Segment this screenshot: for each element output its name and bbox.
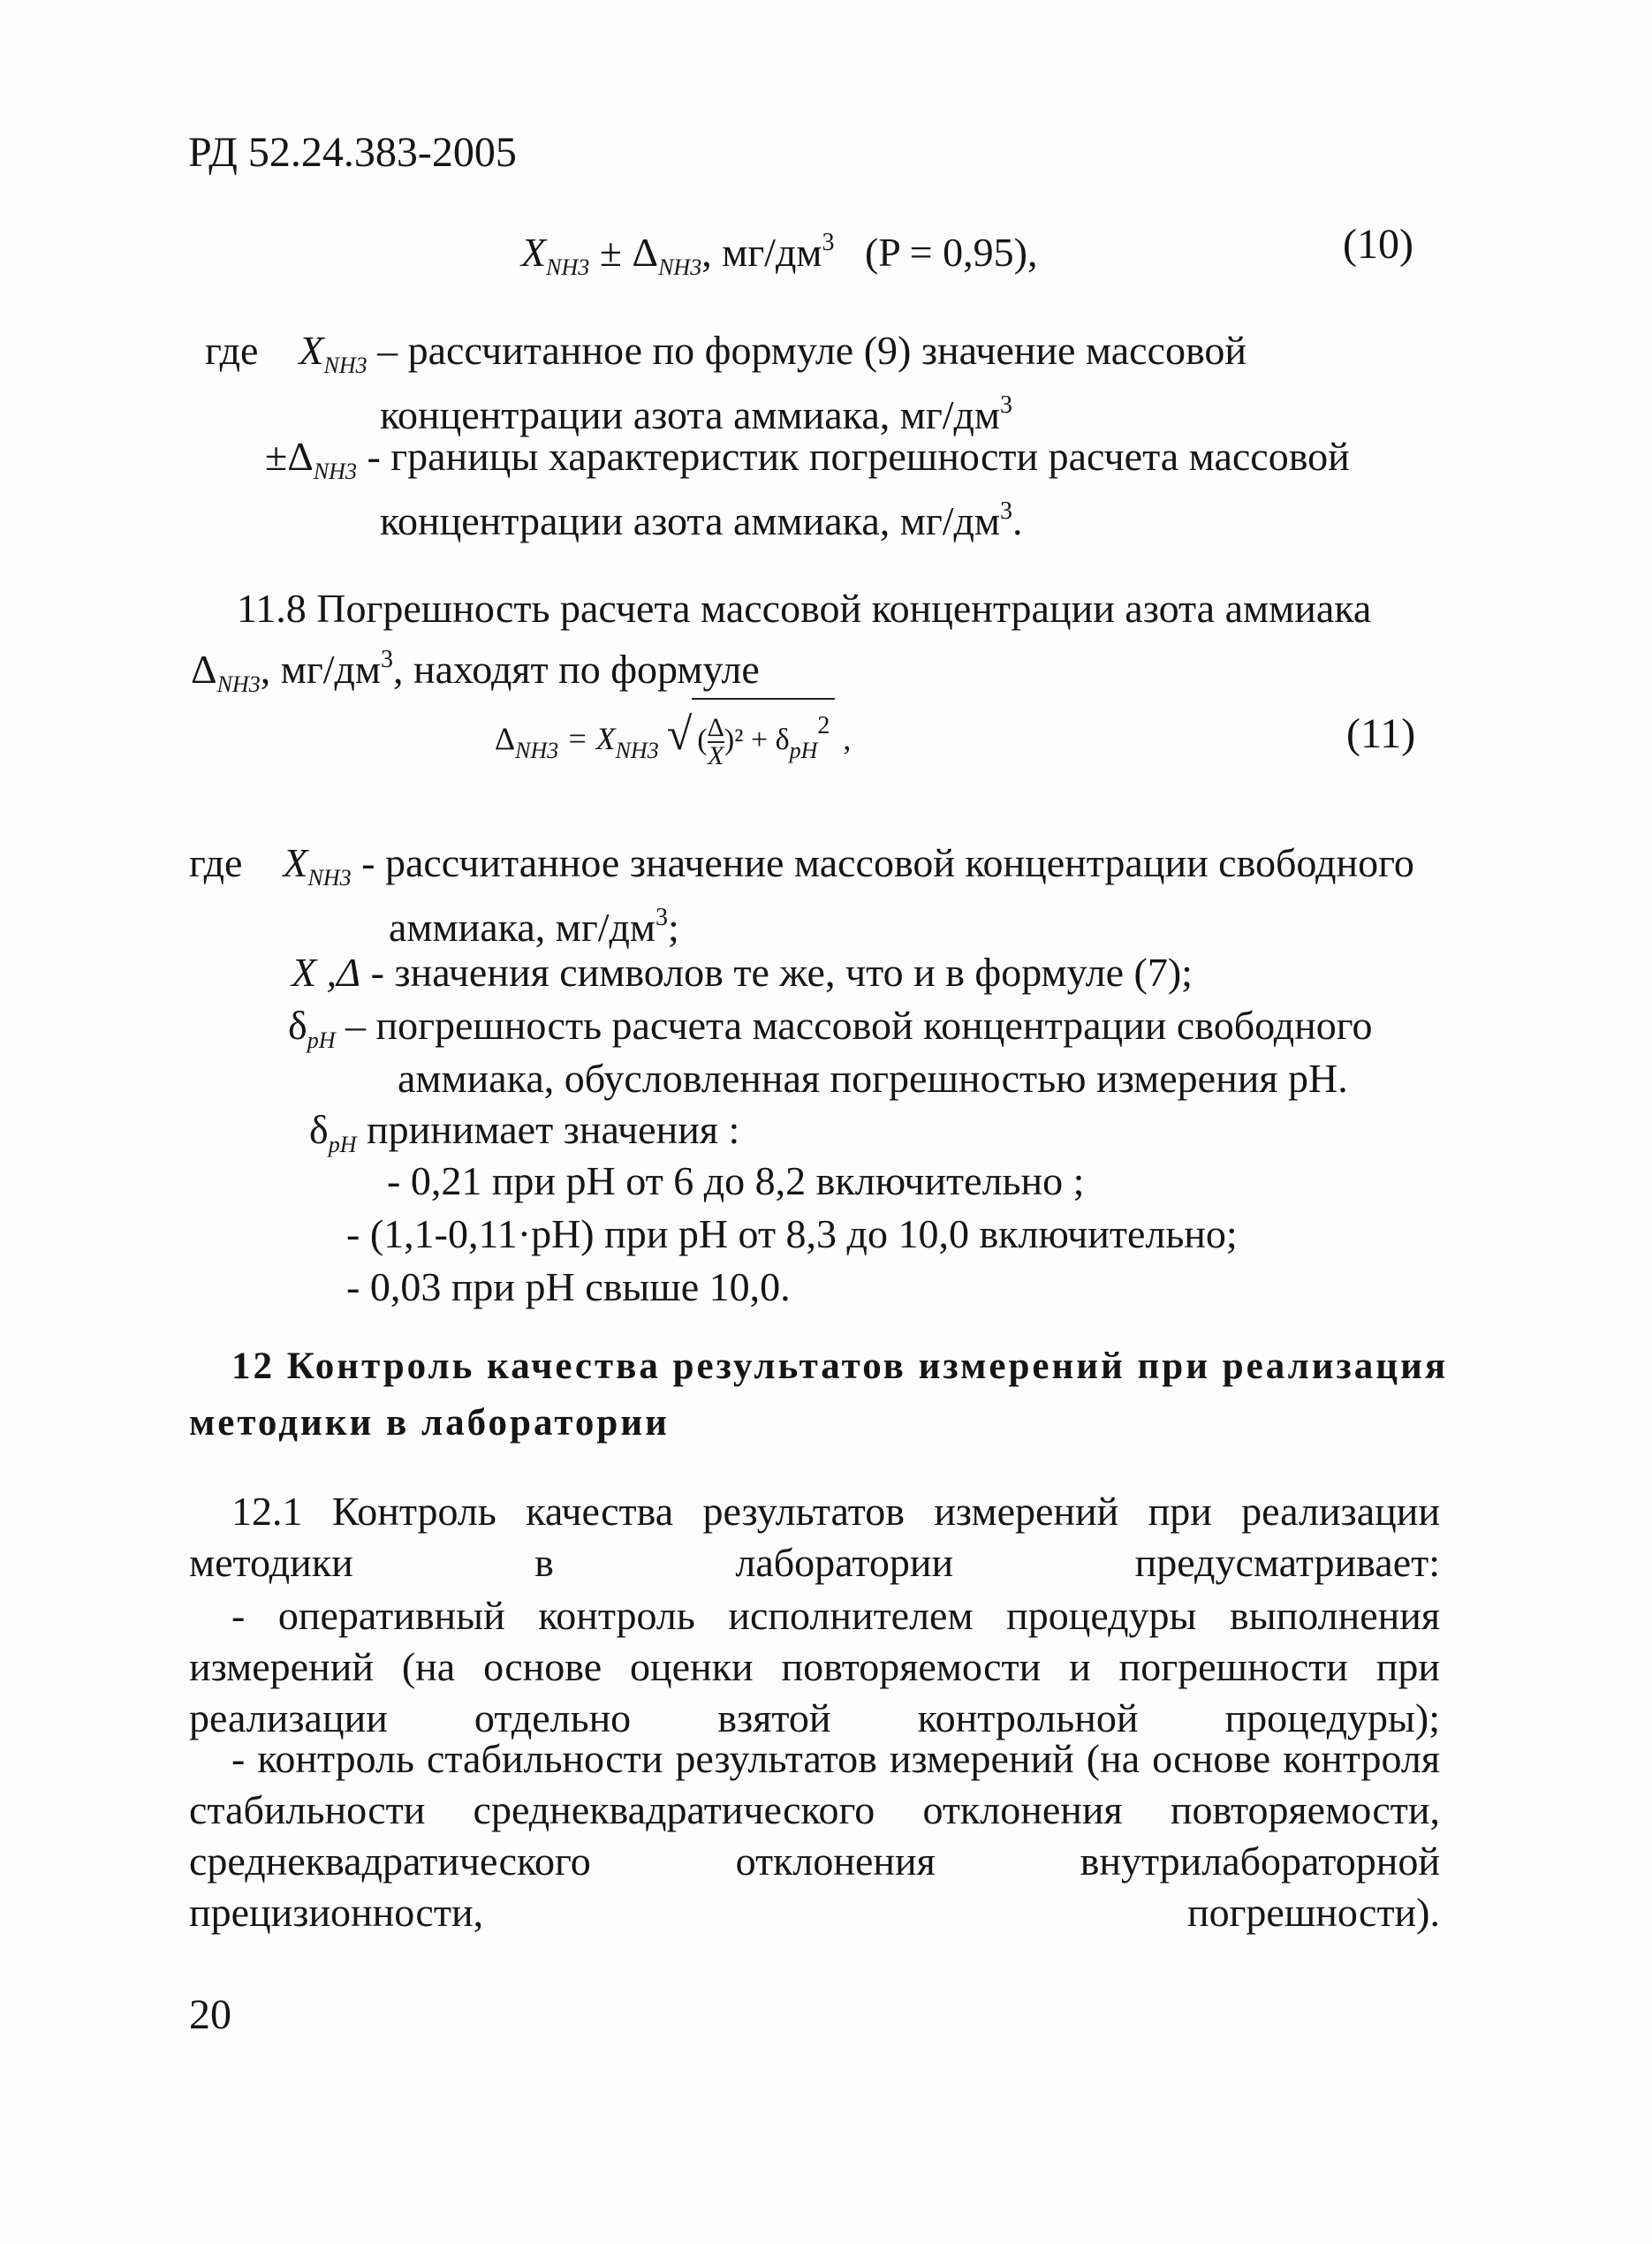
formula-11-eq: = X	[566, 721, 616, 756]
page-number: 20	[189, 1991, 231, 2038]
section-12-heading-line2: методики в лаборатории	[189, 1402, 670, 1444]
where11-delta-ph-2-sub: pH	[328, 1132, 357, 1157]
where11-line2-text: аммиака, мг/дм	[389, 905, 656, 950]
para-11-8-delta-sub: NH3	[216, 671, 261, 697]
formula-10-unit: , мг/дм	[701, 230, 822, 275]
where11-value-2: - (1,1-0,11·pH) при pH от 8,3 до 10,0 включительно;	[346, 1211, 1238, 1256]
where11-line2-sup: 3	[655, 904, 669, 931]
where10-pm-delta: ±Δ	[265, 434, 314, 479]
where11-x-delta: X ,Δ	[292, 950, 361, 995]
formula-10-prob: (P = 0,95),	[864, 230, 1038, 275]
formula-10-delta-sub: NH3	[658, 254, 702, 280]
where10-line4-end: .	[1012, 498, 1023, 543]
formula-11-frac-den: X	[708, 741, 724, 771]
where10-x-sub: NH3	[323, 353, 368, 378]
section-12-p2: - оперативный контроль исполнителем процедуры выполнения измерений (на основе оценки повторяемости и погрешности при реализации отдельно взятой контрольной процедуры);	[189, 1593, 1440, 1740]
where10-line4-text: концентрации азота аммиака, мг/дм	[380, 498, 1001, 543]
where11-line3-text: - значения символов те же, что и в формуле (7);	[370, 950, 1193, 995]
where11-x-sub: NH3	[307, 865, 352, 891]
where10-pm-delta-sub: NH3	[313, 459, 357, 484]
section-12-p1: 12.1 Контроль качества результатов измерений при реализации методики в лаборатории предусматривает:	[189, 1489, 1440, 1585]
where11-x: X	[283, 840, 308, 885]
formula-10	[521, 219, 1037, 292]
para-11-8-end: , находят по формуле	[393, 647, 760, 692]
formula-11-lhs-sub: NH3	[515, 738, 559, 763]
where11-value-3: - 0,03 при pH свыше 10,0.	[346, 1264, 791, 1309]
where10-line2-sup: 3	[1000, 391, 1013, 419]
formula-11-radicand: ( $\frac{\Delta}{X}$ )$^2 + \delta_{pH}^2$	[692, 698, 835, 777]
formula-10-x: X	[521, 230, 547, 275]
formula-10-x-sub: NH3	[546, 254, 590, 280]
where11-line1	[189, 839, 1414, 902]
formula-10-pm: ±	[599, 230, 622, 275]
para-11-8-unit-sup: 3	[381, 646, 393, 673]
section-12-p3: - контроль стабильности результатов измерений (на основе контроля стабильности среднеквадратического отклонения повторяемости, среднеквадратического отклонения внутрилабораторной прецизионности, погрешности).	[189, 1736, 1440, 1935]
where11-delta-ph-sub: pH	[307, 1027, 336, 1053]
para-11-8-line1: 11.8 Погрешность расчета массовой концентрации азота аммиака	[237, 586, 1372, 631]
formula-11-lhs: Δ	[495, 721, 516, 756]
formula-10-number: (10)	[1343, 221, 1413, 268]
where11-gde: где	[189, 840, 243, 885]
where11-line3	[292, 949, 1193, 997]
document-id: РД 52.24.383-2005	[188, 129, 517, 176]
formula-11-eq-sub: NH3	[615, 738, 659, 763]
where10-line2-text: концентрации азота аммиака, мг/дм	[380, 392, 1001, 437]
formula-10-delta: Δ	[632, 230, 659, 275]
formula-11-frac-num: Δ	[707, 713, 724, 743]
formula-11-radicand-sub: pH	[789, 738, 818, 763]
formula-11-radicand-sup: 2	[817, 712, 830, 739]
where11-line2	[389, 894, 679, 951]
formula-11-radicand-tail: )² + δ	[724, 724, 790, 756]
where10-line4-sup: 3	[1000, 497, 1013, 525]
para-11-8-unit: , мг/дм	[260, 647, 381, 692]
where10-line4	[380, 488, 1023, 545]
formula-11-number: (11)	[1346, 710, 1416, 757]
formula-11-fraction	[708, 715, 724, 769]
formula-11	[495, 698, 851, 777]
formula-11-comma: ,	[843, 721, 852, 756]
where10-x: X	[299, 328, 324, 373]
radical-sign-icon: √	[666, 709, 693, 760]
where10-gde: где	[205, 328, 259, 373]
where11-delta-ph-2: δ	[309, 1107, 329, 1152]
where10-line1-text: – рассчитанное по формуле (9) значение массовой	[377, 328, 1247, 373]
where11-line4-text: – погрешность расчета массовой концентрации свободного	[345, 1003, 1373, 1048]
where11-line6-text: принимает значения :	[366, 1107, 740, 1152]
where11-delta-ph: δ	[288, 1003, 307, 1048]
where10-line3-text: - границы характеристик погрешности расчета массовой	[367, 434, 1350, 479]
para-11-8-delta: Δ	[191, 647, 217, 692]
where10-line3	[265, 433, 1350, 496]
where11-line5: аммиака, обусловленная погрешностью измерения pH.	[398, 1056, 1348, 1101]
where11-line2-end: ;	[668, 905, 679, 950]
where10-line1	[205, 327, 1247, 390]
section-12-heading-line1: 12 Контроль качества результатов измерений при реализация	[231, 1346, 1449, 1387]
where10-line2	[380, 382, 1012, 439]
formula-10-unit-sup: 3	[822, 229, 835, 256]
where11-line1-text: - рассчитанное значение массовой концентрации свободного	[361, 840, 1414, 885]
where11-value-1: - 0,21 при pH от 6 до 8,2 включительно ;	[387, 1158, 1085, 1203]
